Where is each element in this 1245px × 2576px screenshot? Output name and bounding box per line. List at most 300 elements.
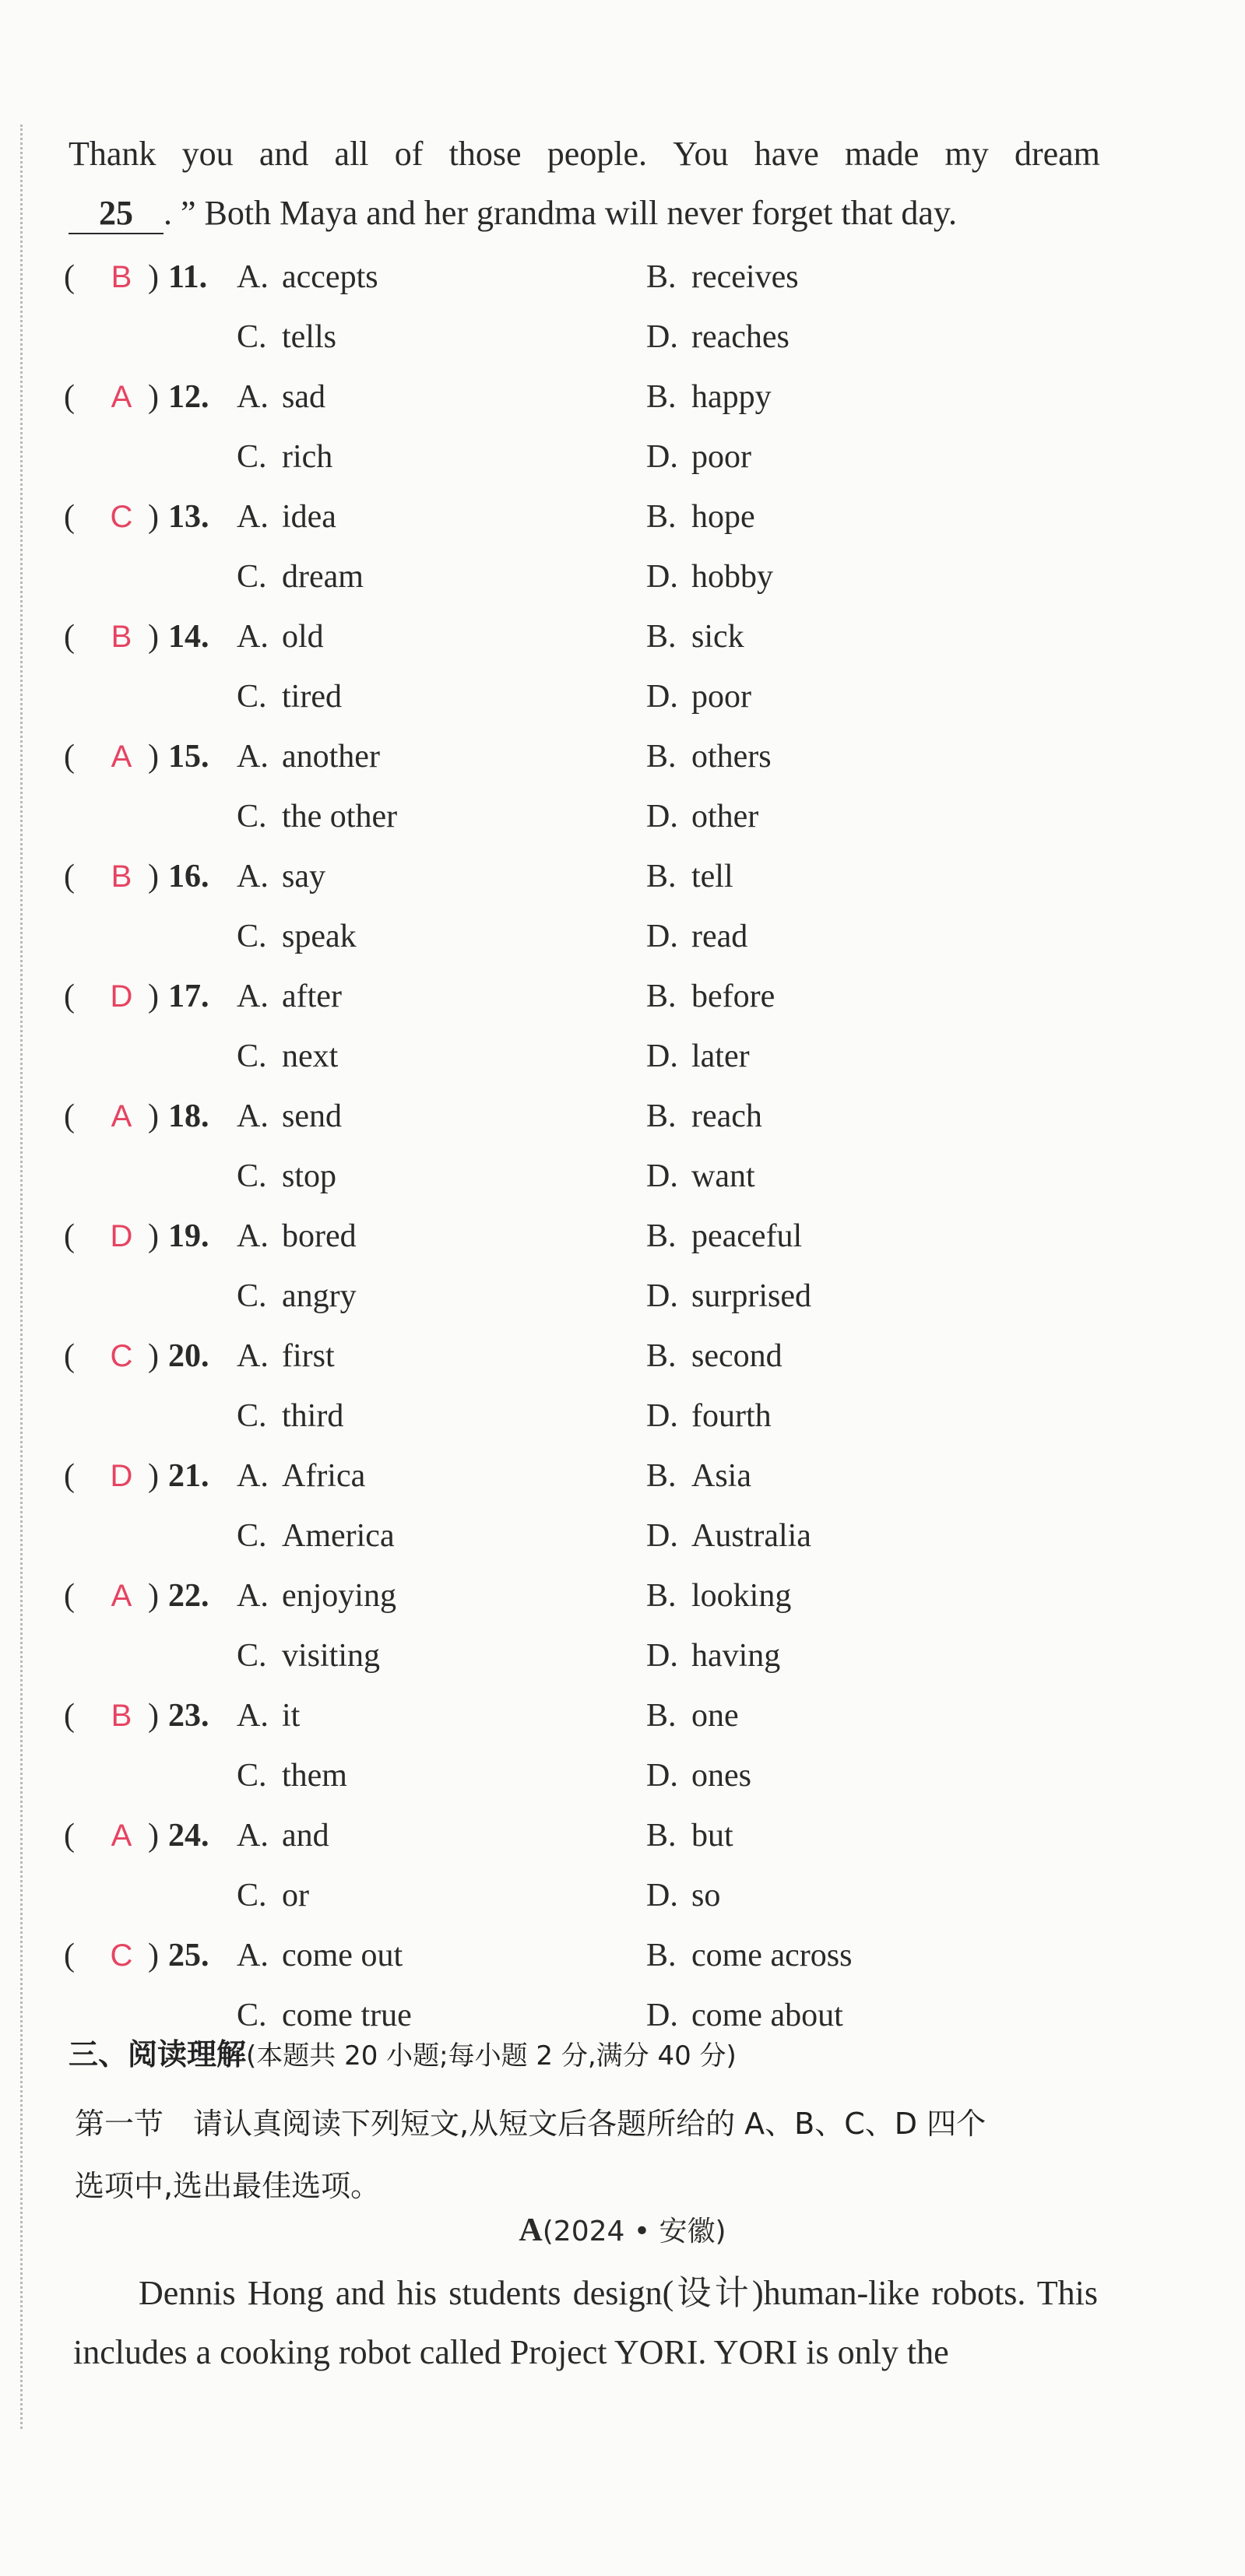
- question-row-ab: [64, 607, 1154, 666]
- section-note: (本题共 20 小题;每小题 2 分,满分 40 分): [246, 2040, 737, 2072]
- paren-open: (: [64, 739, 75, 775]
- section-title: 三、阅读理解: [69, 2037, 247, 2072]
- option-b: [646, 1446, 751, 1506]
- option-b: [646, 1087, 762, 1146]
- passage-word: and: [258, 135, 309, 173]
- question-row-cd: [64, 1267, 1154, 1326]
- question-row-cd: [64, 308, 1154, 367]
- question-number: 12.: [168, 379, 209, 415]
- paren-close: ): [148, 1218, 159, 1254]
- option-letter: B.: [646, 1098, 677, 1134]
- option-letter: A.: [237, 1218, 269, 1254]
- option-d: [646, 1506, 811, 1566]
- question-row-cd: [64, 427, 1154, 487]
- option-b: [646, 367, 772, 427]
- option-a: [237, 1926, 403, 1985]
- passage-word: made: [845, 135, 920, 173]
- option-d: [646, 1386, 772, 1446]
- option-letter: A.: [237, 1458, 269, 1494]
- paren-open: (: [64, 1218, 75, 1254]
- paren-open: (: [64, 1938, 75, 1973]
- option-letter: D.: [646, 1398, 678, 1434]
- paren-close: ): [148, 379, 159, 415]
- question-item: [64, 1566, 1154, 1686]
- paren-open: (: [64, 1098, 75, 1134]
- answer-mark: D: [110, 1459, 133, 1493]
- option-text: looking: [691, 1578, 792, 1614]
- section-heading: [69, 2027, 737, 2083]
- question-number: 11.: [168, 259, 208, 295]
- option-a: [237, 1686, 300, 1745]
- option-c: [237, 1866, 309, 1925]
- option-text: Australia: [691, 1518, 811, 1554]
- option-d: [646, 667, 751, 726]
- option-b: [646, 1926, 852, 1985]
- option-text: later: [691, 1038, 750, 1074]
- option-letter: A.: [237, 1578, 269, 1614]
- passage-line-2: [69, 184, 1100, 243]
- option-text: surprised: [691, 1278, 811, 1314]
- passage-word: You: [673, 135, 729, 173]
- option-text: first: [282, 1338, 335, 1374]
- option-text: say: [282, 859, 325, 894]
- paren-close: ): [148, 1338, 159, 1374]
- question-item: [64, 727, 1154, 847]
- option-text: come true: [282, 1998, 412, 2033]
- option-text: old: [282, 619, 324, 655]
- option-letter: C.: [237, 919, 267, 954]
- option-letter: A.: [237, 1698, 269, 1734]
- question-number: 24.: [168, 1818, 209, 1854]
- option-text: after: [282, 979, 342, 1014]
- option-letter: B.: [646, 739, 677, 775]
- option-text: before: [691, 979, 775, 1014]
- question-row-ab: [64, 1087, 1154, 1146]
- question-number: 23.: [168, 1698, 209, 1734]
- option-text: enjoying: [282, 1578, 396, 1614]
- passage-continuation: [69, 125, 1100, 243]
- question-row-ab: [64, 967, 1154, 1026]
- passage-word: people.: [547, 135, 647, 173]
- option-letter: C.: [237, 1518, 267, 1554]
- option-a: [237, 727, 380, 786]
- paren-close: ): [148, 1098, 159, 1134]
- option-text: send: [282, 1098, 342, 1134]
- option-a: [237, 1207, 357, 1266]
- option-d: [646, 1267, 811, 1326]
- question-row-ab: [64, 1566, 1154, 1625]
- option-a: [237, 1566, 396, 1625]
- answer-blank: 25: [69, 194, 164, 234]
- option-text: but: [691, 1818, 733, 1854]
- question-item: [64, 248, 1154, 367]
- question-row-cd: [64, 667, 1154, 726]
- option-d: [646, 1866, 720, 1925]
- option-text: the other: [282, 799, 398, 835]
- question-item: [64, 487, 1154, 607]
- option-letter: B.: [646, 1458, 677, 1494]
- option-a: [237, 967, 342, 1026]
- option-letter: C.: [237, 679, 267, 715]
- option-d: [646, 1027, 750, 1086]
- passage-letter: A: [519, 2212, 543, 2248]
- option-letter: B.: [646, 1818, 677, 1854]
- option-text: peaceful: [691, 1218, 803, 1254]
- option-text: ones: [691, 1758, 751, 1794]
- question-item: [64, 967, 1154, 1087]
- option-d: [646, 547, 773, 606]
- answer-mark: C: [110, 500, 133, 534]
- question-item: [64, 367, 1154, 487]
- option-text: Asia: [691, 1458, 751, 1494]
- option-letter: C.: [237, 319, 267, 355]
- option-text: third: [282, 1398, 344, 1434]
- option-b: [646, 248, 799, 307]
- option-text: happy: [691, 379, 772, 415]
- question-number: 25.: [168, 1938, 209, 1973]
- option-text: tells: [282, 319, 336, 355]
- answer-mark: B: [111, 1699, 132, 1733]
- question-row-ab: [64, 1686, 1154, 1745]
- option-letter: D.: [646, 1998, 678, 2033]
- option-text: speak: [282, 919, 357, 954]
- question-item: [64, 1446, 1154, 1566]
- question-row-ab: [64, 1327, 1154, 1386]
- question-number: 17.: [168, 979, 209, 1014]
- paren-close: ): [148, 1818, 159, 1854]
- option-d: [646, 1746, 751, 1805]
- option-letter: D.: [646, 1878, 678, 1914]
- option-text: want: [691, 1158, 755, 1194]
- option-a: [237, 248, 378, 307]
- option-letter: C.: [237, 1278, 267, 1314]
- option-text: sad: [282, 379, 325, 415]
- paren-close: ): [148, 259, 159, 295]
- question-number: 16.: [168, 859, 209, 894]
- option-text: hope: [691, 499, 755, 535]
- question-row-cd: [64, 1027, 1154, 1086]
- option-letter: D.: [646, 1158, 678, 1194]
- option-c: [237, 787, 397, 846]
- option-letter: B.: [646, 259, 677, 295]
- question-number: 15.: [168, 739, 209, 775]
- paren-close: ): [148, 979, 159, 1014]
- question-item: [64, 1686, 1154, 1806]
- option-c: [237, 1746, 347, 1805]
- option-letter: D.: [646, 1278, 678, 1314]
- option-letter: B.: [646, 619, 677, 655]
- option-letter: D.: [646, 679, 678, 715]
- option-letter: B.: [646, 859, 677, 894]
- question-item: [64, 1806, 1154, 1926]
- option-letter: A.: [237, 739, 269, 775]
- paren-open: (: [64, 1578, 75, 1614]
- option-letter: D.: [646, 439, 678, 475]
- option-letter: D.: [646, 1518, 678, 1554]
- option-text: others: [691, 739, 772, 775]
- option-a: [237, 1446, 365, 1506]
- option-letter: B.: [646, 499, 677, 535]
- question-row-ab: [64, 1446, 1154, 1506]
- passage-word: have: [754, 135, 819, 173]
- option-c: [237, 547, 364, 606]
- option-c: [237, 1386, 343, 1446]
- option-c: [237, 1147, 336, 1206]
- option-letter: D.: [646, 799, 678, 835]
- passage-word: those: [448, 135, 522, 173]
- paren-close: ): [148, 739, 159, 775]
- answer-mark: C: [110, 1938, 133, 1973]
- option-letter: D.: [646, 559, 678, 595]
- option-letter: A.: [237, 859, 269, 894]
- question-list: [64, 248, 1154, 2046]
- question-number: 21.: [168, 1458, 209, 1494]
- option-b: [646, 727, 772, 786]
- option-text: other: [691, 799, 759, 835]
- option-letter: B.: [646, 1698, 677, 1734]
- paren-close: ): [148, 1578, 159, 1614]
- question-number: 13.: [168, 499, 209, 535]
- option-letter: B.: [646, 379, 677, 415]
- option-b: [646, 1806, 733, 1865]
- question-row-cd: [64, 547, 1154, 606]
- option-letter: C.: [237, 559, 267, 595]
- option-letter: A.: [237, 1338, 269, 1374]
- answer-mark: A: [111, 1579, 132, 1613]
- answer-mark: D: [110, 1219, 133, 1253]
- option-letter: A.: [237, 619, 269, 655]
- option-c: [237, 1506, 395, 1566]
- option-text: so: [691, 1878, 721, 1914]
- paren-close: ): [148, 619, 159, 655]
- passage-word: my: [944, 135, 989, 173]
- paren-close: ): [148, 1458, 159, 1494]
- option-text: come out: [282, 1938, 403, 1973]
- option-a: [237, 1327, 335, 1386]
- paren-close: ): [148, 499, 159, 535]
- option-text: come about: [691, 1998, 843, 2033]
- option-text: stop: [282, 1158, 337, 1194]
- option-text: hobby: [691, 559, 773, 595]
- option-c: [237, 427, 332, 487]
- option-letter: C.: [237, 799, 267, 835]
- option-text: having: [691, 1638, 781, 1674]
- instruction-line-2: 选项中,选出最佳选项。: [75, 2169, 381, 2203]
- option-a: [237, 367, 325, 427]
- option-text: them: [282, 1758, 347, 1794]
- option-letter: A.: [237, 259, 269, 295]
- option-d: [646, 787, 758, 846]
- option-letter: C.: [237, 1878, 267, 1914]
- question-row-ab: [64, 1207, 1154, 1266]
- paren-open: (: [64, 1458, 75, 1494]
- option-d: [646, 427, 751, 487]
- option-c: [237, 667, 342, 726]
- option-c: [237, 1027, 338, 1086]
- option-letter: D.: [646, 1038, 678, 1074]
- answer-mark: A: [111, 1099, 132, 1133]
- option-a: [237, 1806, 329, 1865]
- option-letter: B.: [646, 1218, 677, 1254]
- passage-word: all: [334, 135, 369, 173]
- option-letter: D.: [646, 319, 678, 355]
- option-letter: A.: [237, 979, 269, 1014]
- answer-mark: C: [110, 1339, 133, 1373]
- question-row-cd: [64, 1386, 1154, 1446]
- option-letter: C.: [237, 439, 267, 475]
- option-b: [646, 1566, 791, 1625]
- option-a: [237, 607, 324, 666]
- option-text: accepts: [282, 259, 378, 295]
- question-item: [64, 607, 1154, 727]
- option-text: reaches: [691, 319, 790, 355]
- option-text: idea: [282, 499, 336, 535]
- option-letter: C.: [237, 1038, 267, 1074]
- option-d: [646, 1626, 780, 1685]
- passage-word: you: [181, 135, 234, 173]
- option-text: next: [282, 1038, 339, 1074]
- instruction-line-1: 第一节 请认真阅读下列短文,从短文后各题所给的 A、B、C、D 四个: [75, 2107, 987, 2141]
- option-d: [646, 1147, 755, 1206]
- option-a: [237, 487, 336, 546]
- option-letter: B.: [646, 1338, 677, 1374]
- answer-mark: B: [111, 620, 132, 654]
- reading-passage: Dennis Hong and his students design(设计)human-like robots. This includes a cooking robot called Project YORI. YORI is only the: [73, 2274, 1098, 2371]
- option-text: tell: [691, 859, 733, 894]
- section-instructions: [75, 2093, 1087, 2217]
- question-row-cd: [64, 1746, 1154, 1805]
- question-number: 19.: [168, 1218, 209, 1254]
- paren-close: ): [148, 859, 159, 894]
- paren-open: (: [64, 1698, 75, 1734]
- option-text: sick: [691, 619, 744, 655]
- option-letter: D.: [646, 1758, 678, 1794]
- paren-close: ): [148, 1938, 159, 1973]
- question-row-cd: [64, 787, 1154, 846]
- option-text: read: [691, 919, 748, 954]
- question-number: 14.: [168, 619, 209, 655]
- option-letter: A.: [237, 1098, 269, 1134]
- option-text: dream: [282, 559, 364, 595]
- question-row-cd: [64, 1626, 1154, 1685]
- option-letter: C.: [237, 1158, 267, 1194]
- option-text: second: [691, 1338, 783, 1374]
- option-b: [646, 967, 775, 1026]
- option-letter: B.: [646, 1938, 677, 1973]
- option-b: [646, 487, 755, 546]
- paren-open: (: [64, 499, 75, 535]
- answer-mark: B: [111, 859, 132, 894]
- option-text: receives: [691, 259, 799, 295]
- option-a: [237, 1087, 342, 1146]
- option-letter: D.: [646, 1638, 678, 1674]
- option-text: fourth: [691, 1398, 772, 1434]
- paren-open: (: [64, 979, 75, 1014]
- option-d: [646, 907, 747, 966]
- passage-line-1: [69, 125, 1100, 184]
- option-letter: A.: [237, 499, 269, 535]
- passage-word: of: [394, 135, 424, 173]
- option-text: rich: [282, 439, 333, 475]
- question-row-ab: [64, 847, 1154, 906]
- paren-open: (: [64, 259, 75, 295]
- question-row-cd: [64, 1147, 1154, 1206]
- option-text: Africa: [282, 1458, 366, 1494]
- option-text: it: [282, 1698, 301, 1734]
- question-row-ab: [64, 727, 1154, 786]
- option-c: [237, 308, 336, 367]
- passage-word: Thank: [69, 135, 157, 173]
- option-c: [237, 907, 357, 966]
- paren-open: (: [64, 619, 75, 655]
- paren-open: (: [64, 379, 75, 415]
- paren-open: (: [64, 1818, 75, 1854]
- option-text: America: [282, 1518, 395, 1554]
- question-item: [64, 847, 1154, 967]
- option-letter: C.: [237, 1398, 267, 1434]
- paren-open: (: [64, 859, 75, 894]
- option-text: visiting: [282, 1638, 381, 1674]
- option-letter: A.: [237, 1938, 269, 1973]
- option-letter: D.: [646, 919, 678, 954]
- option-letter: C.: [237, 1998, 267, 2033]
- passage-word: dream: [1014, 135, 1100, 173]
- option-b: [646, 1207, 802, 1266]
- question-number: 22.: [168, 1578, 209, 1614]
- option-a: [237, 847, 325, 906]
- question-row-ab: [64, 1806, 1154, 1865]
- option-text: poor: [691, 679, 751, 715]
- option-b: [646, 1686, 739, 1745]
- option-text: another: [282, 739, 380, 775]
- question-item: [64, 1087, 1154, 1207]
- option-letter: C.: [237, 1638, 267, 1674]
- question-number: 20.: [168, 1338, 209, 1374]
- passage-heading: [0, 2203, 1245, 2259]
- option-text: angry: [282, 1278, 357, 1314]
- question-row-cd: [64, 1866, 1154, 1925]
- option-letter: A.: [237, 1818, 269, 1854]
- question-row-cd: [64, 1506, 1154, 1566]
- option-d: [646, 308, 790, 367]
- option-letter: A.: [237, 379, 269, 415]
- answer-mark: A: [111, 740, 132, 774]
- answer-mark: B: [111, 260, 132, 294]
- option-c: [237, 1626, 380, 1685]
- question-row-ab: [64, 248, 1154, 307]
- paren-open: (: [64, 1338, 75, 1374]
- option-letter: B.: [646, 1578, 677, 1614]
- question-item: [64, 1327, 1154, 1446]
- option-text: or: [282, 1878, 309, 1914]
- paren-close: ): [148, 1698, 159, 1734]
- option-text: reach: [691, 1098, 762, 1134]
- option-letter: C.: [237, 1758, 267, 1794]
- question-row-ab: [64, 367, 1154, 427]
- option-text: poor: [691, 439, 751, 475]
- answer-mark: A: [111, 1819, 132, 1853]
- option-b: [646, 1327, 783, 1386]
- question-row-ab: [64, 1926, 1154, 1985]
- passage-line-2-text: . ” Both Maya and her grandma will never forget that day.: [164, 194, 958, 232]
- option-c: [237, 1267, 357, 1326]
- option-text: come across: [691, 1938, 853, 1973]
- question-row-ab: [64, 487, 1154, 546]
- option-letter: B.: [646, 979, 677, 1014]
- option-text: and: [282, 1818, 329, 1854]
- option-b: [646, 607, 744, 666]
- answer-mark: D: [110, 979, 133, 1014]
